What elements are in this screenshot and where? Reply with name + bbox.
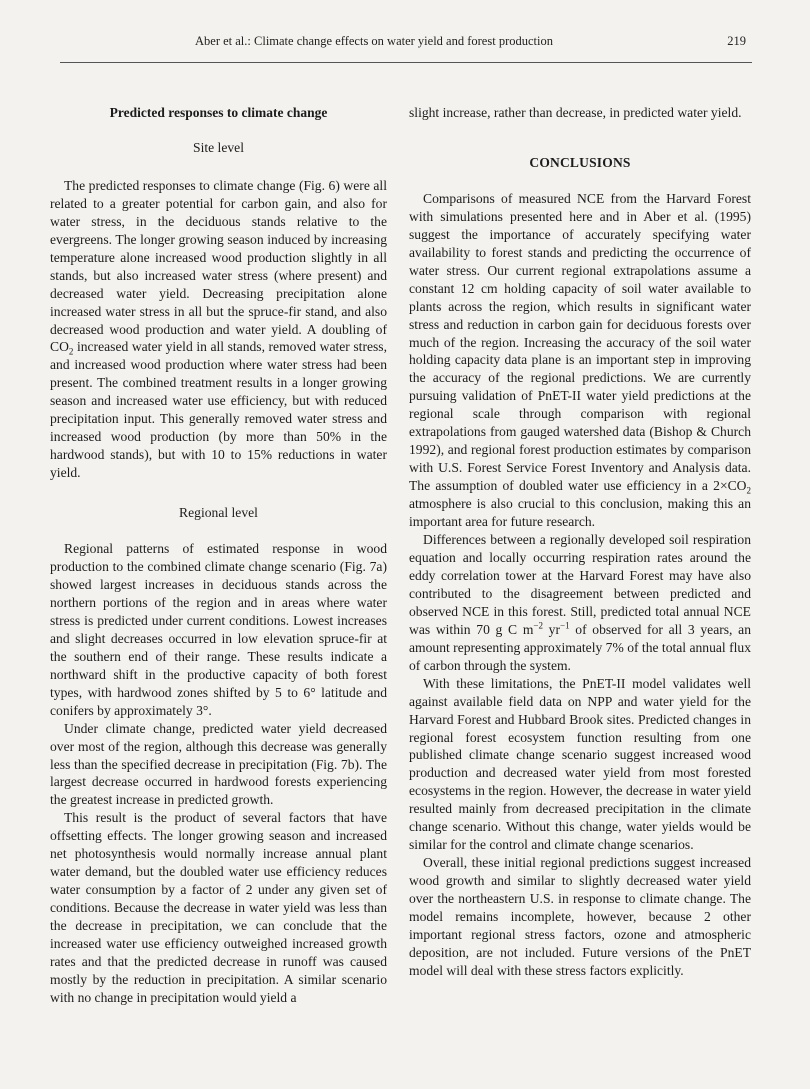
paragraph-site-level: The predicted responses to climate change (Fig. 6) were all related to a greater potential for carbon gain, and also for water stress, in the deciduous stands relative to the evergreens. The longer growing season induced by increasing temperature alone increased wood production slightly in all stands, but also increased water stress (where present) and decreased water yield. Decreasing precipitation alone increased water stress in all but the spruce-fir stand, and also decreased wood production and water yield. A doubling of $CO_2$ increased water yield in all stands, removed water stress, and increased wood production where water stress had been present. The combined treatment results in a longer growing season and increased water use efficiency, but with reduced precipitation input. This generally removed water stress and increased wood production (by more than 50% in the hardwood stands), but with 10 to 15% reductions in water yield. <box>50 177 387 481</box>
paragraph-conclusions-1: Comparisons of measured NCE from the Harvard Forest with simulations presented here and in Aber et al. (1995) suggest the importance of accurately specifying water availability to forest stands and predicting the occurrence of water stress. Our current regional extrapolations assume a constant 12 cm holding capacity of soil water available to plants across the region, which results in significant water stress and reduction in carbon gain for deciduous forests over much of the region. Increasing the accuracy of the soil water holding capacity data plane is an important step in improving the accuracy of the regional predictions. We are currently pursuing validation of PnET-II water yield predictions at the regional scale through comparison with regional extrapolations from gauged watershed data (Bishop & Church 1992), and regional forest production estimates by comparison with U.S. Forest Service Forest Inventory and Analysis data. The assumption of doubled water use efficiency in a $2\times CO_2$ atmosphere is also crucial to this conclusion, making this an important area for future research. <box>409 190 751 530</box>
right-column <box>409 104 751 980</box>
paragraph-regional-1: Regional patterns of estimated response in wood production to the combined climate change scenario (Fig. 7a) showed largest increases in deciduous stands across the northern portions of the region and in areas where water stress is predicted under current conditions. Lowest increases and slight decreases occurred in low elevation spruce-fir at the southern end of their range. These results indicate a northward shift in the productive capacity of both forest types, with hardwood zones shifted by 5 to 6° latitude and conifers by approximately 3°. <box>50 541 387 718</box>
running-header <box>60 34 750 56</box>
paragraph-regional-3: This result is the product of several factors that have offsetting effects. The longer growing season and increased net photosynthesis would normally increase annual plant water demand, but the doubled water use efficiency reduces water consumption by a factor of 2 under any given set of conditions. Because the decrease in water yield was less than the decrease in precipitation, we can conclude that the increased water use efficiency outweighed increased growth rates and that the predicted decrease in runoff was caused mostly by the reduction in precipitation. A similar scenario with no change in precipitation would yield a <box>50 810 387 1005</box>
paragraph-regional-2: Under climate change, predicted water yield decreased over most of the region, although this decrease was generally less than the specified decrease in precipitation (Fig. 7b). The largest decrease occurred in hardwood forests experiencing the greatest increase in predicted growth. <box>50 720 387 808</box>
left-column <box>50 104 387 1007</box>
section-heading-predicted-responses: Predicted responses to climate change <box>109 105 328 120</box>
section-heading-conclusions: CONCLUSIONS <box>529 154 631 170</box>
paragraph-conclusions-4: Overall, these initial regional predictions suggest increased wood growth and similar to slightly decreased water yield over the northeastern U.S. in response to climate change. The model remains incomplete, however, because 2 other important regional stress factors, ozone and atmospheric deposition, are not included. Future versions of the PnET model will deal with these stress factors explicitly. <box>409 855 751 978</box>
paragraph-conclusions-2: Differences between a regionally developed soil respiration equation and locally occurring respiration rates around the eddy correlation tower at the Harvard Forest may have also contributed to the disagreement between predicted and observed NCE in this forest. Still, predicted total annual NCE was within 70 g C $m^{-2}$ $yr^{-1}$ of observed for all 3 years, an amount representing approximately 7% of the total annual flux of carbon through the system. <box>409 532 752 673</box>
subheading-site-level: Site level <box>193 139 244 155</box>
running-title: Aber et al.: Climate change effects on water yield and forest production <box>195 34 553 48</box>
header-rule <box>60 62 752 63</box>
page-number: 219 <box>727 34 746 48</box>
subheading-regional-level: Regional level <box>179 505 258 521</box>
paragraph-continued: slight increase, rather than decrease, in predicted water yield. <box>409 105 742 120</box>
paragraph-conclusions-3: With these limitations, the PnET-II model validates well against available field data on NPP and water yield for the Harvard Forest and Hubbard Brook sites. Predicted changes in regional forest ecosystem function resulting from one published climate change scenario suggest increased wood production and decreased water yield from most forested ecosystems in the region. However, the decrease in water yield resulted mainly from decreased precipitation in the climate change scenario. Without this change, water yields would be similar for the control and climate change scenarios. <box>409 675 751 853</box>
